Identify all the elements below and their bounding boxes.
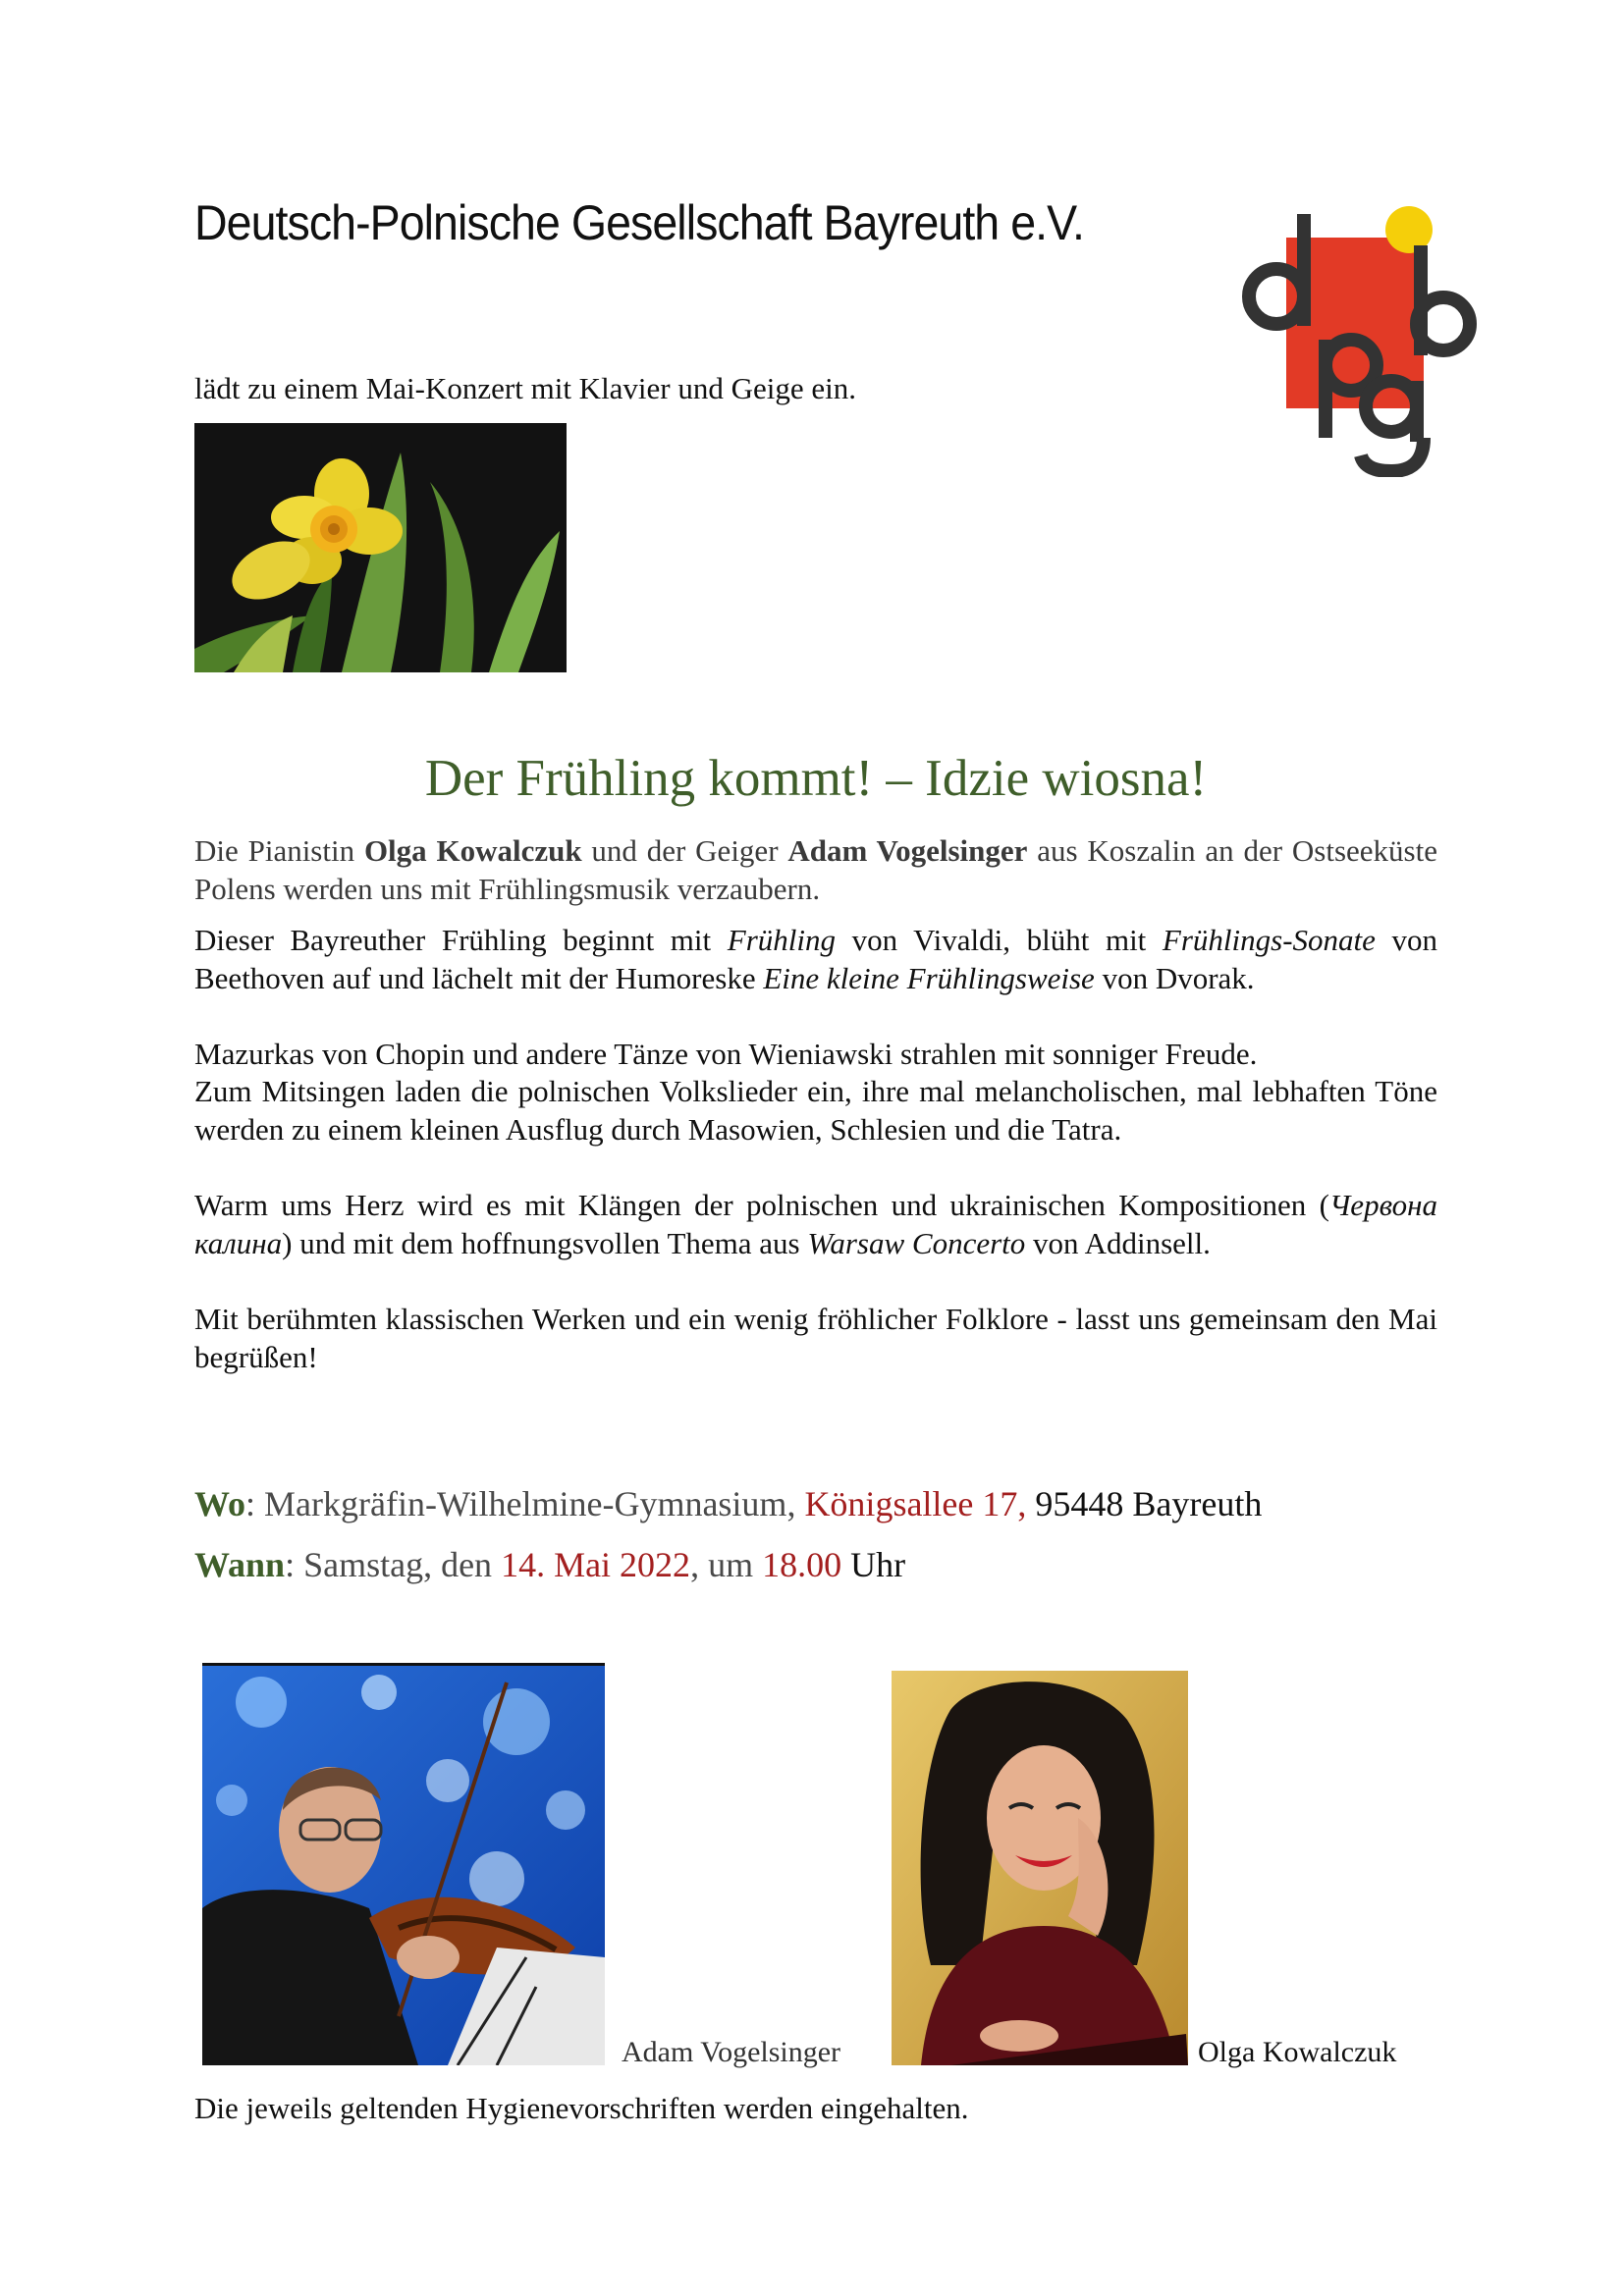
p5-text-2: ) und mit dem hoffnungsvollen Thema aus	[282, 1226, 808, 1260]
pianist-caption: Olga Kowalczuk	[1198, 2036, 1397, 2068]
violinist-name: Adam Vogelsinger	[787, 833, 1028, 868]
p2-text-2: von Vivaldi, blüht mit	[836, 923, 1163, 957]
violinist-photo	[202, 1663, 605, 2065]
violinist-caption: Adam Vogelsinger	[622, 2036, 841, 2068]
weekday-text: Samstag, den	[303, 1545, 502, 1584]
p1-text-1: Die Pianistin	[194, 833, 364, 868]
folk-songs-paragraph: Zum Mitsingen laden die polnischen Volkslieder ein, ihre mal melancholischen, mal lebhaften Töne werden zu einem kleinen Ausflug durch Masowien, Schlesien und die Tatra.	[194, 1074, 1437, 1147]
invitation-line: lädt zu einem Mai-Konzert mit Klavier und Geige ein.	[194, 371, 857, 405]
work-warsaw-concerto: Warsaw Concerto	[807, 1226, 1026, 1260]
work-chervona-kalyna: Червона калина	[194, 1188, 1437, 1260]
logo-graphic	[1235, 202, 1483, 477]
date-line	[194, 1541, 905, 1588]
where-separator: :	[245, 1484, 265, 1523]
venue-name: Markgräfin-Wilhelmine-Gymnasium,	[264, 1484, 805, 1523]
p5-text-1: Warm ums Herz wird es mit Klängen der polnischen und ukrainischen Kompositionen (	[194, 1188, 1329, 1222]
performers-paragraph	[194, 831, 1437, 908]
when-label: Wann	[194, 1545, 286, 1584]
venue-line	[194, 1480, 1262, 1527]
closing-paragraph: Mit berühmten klassischen Werken und ein wenig fröhlicher Folklore - lasst uns gemeinsam den Mai begrüßen!	[194, 1302, 1437, 1374]
mazurkas-line: Mazurkas von Chopin und andere Tänze von Wieniawski strahlen mit sonniger Freude.	[194, 1037, 1258, 1071]
work-fruehlingsweise: Eine kleine Frühlingsweise	[763, 961, 1095, 995]
concert-date: 14. Mai 2022	[501, 1545, 691, 1584]
time-connector: , um	[690, 1545, 763, 1584]
pianist-photo	[892, 1671, 1188, 2065]
p1-text-3: aus Koszalin an der Ostseeküste Polens werden uns mit Frühlingsmusik verzaubern.	[194, 833, 1437, 906]
program-paragraph	[194, 921, 1437, 997]
work-fruehling: Frühling	[727, 923, 836, 957]
p2-text-3: von Beethoven auf und lächelt mit der Humoreske	[194, 923, 1438, 995]
organization-title: Deutsch-Polnische Gesellschaft Bayreuth e.V.	[194, 195, 1084, 250]
concert-time: 18.00	[762, 1545, 842, 1584]
compositions-paragraph	[194, 1186, 1437, 1262]
time-unit: Uhr	[841, 1545, 906, 1584]
p2-text-1: Dieser Bayreuther Frühling beginnt mit	[194, 923, 728, 957]
hygiene-notice: Die jeweils geltenden Hygienevorschriften werden eingehalten.	[194, 2091, 969, 2125]
concert-headline: Der Frühling kommt! – Idzie wiosna!	[424, 750, 1208, 807]
pianist-name: Olga Kowalczuk	[363, 833, 582, 868]
where-label: Wo	[194, 1484, 246, 1523]
work-fruehlings-sonate: Frühlings-Sonate	[1162, 923, 1376, 957]
dpgb-logo	[1235, 202, 1483, 477]
when-separator: :	[285, 1545, 304, 1584]
venue-city: 95448 Bayreuth	[1026, 1484, 1263, 1523]
p1-text-2: und der Geiger	[581, 833, 788, 868]
p5-text-3: von Addinsell.	[1025, 1226, 1211, 1260]
venue-street: Königsallee 17,	[804, 1484, 1027, 1523]
daffodil-photo	[194, 423, 567, 672]
p2-text-4: von Dvorak.	[1094, 961, 1255, 995]
